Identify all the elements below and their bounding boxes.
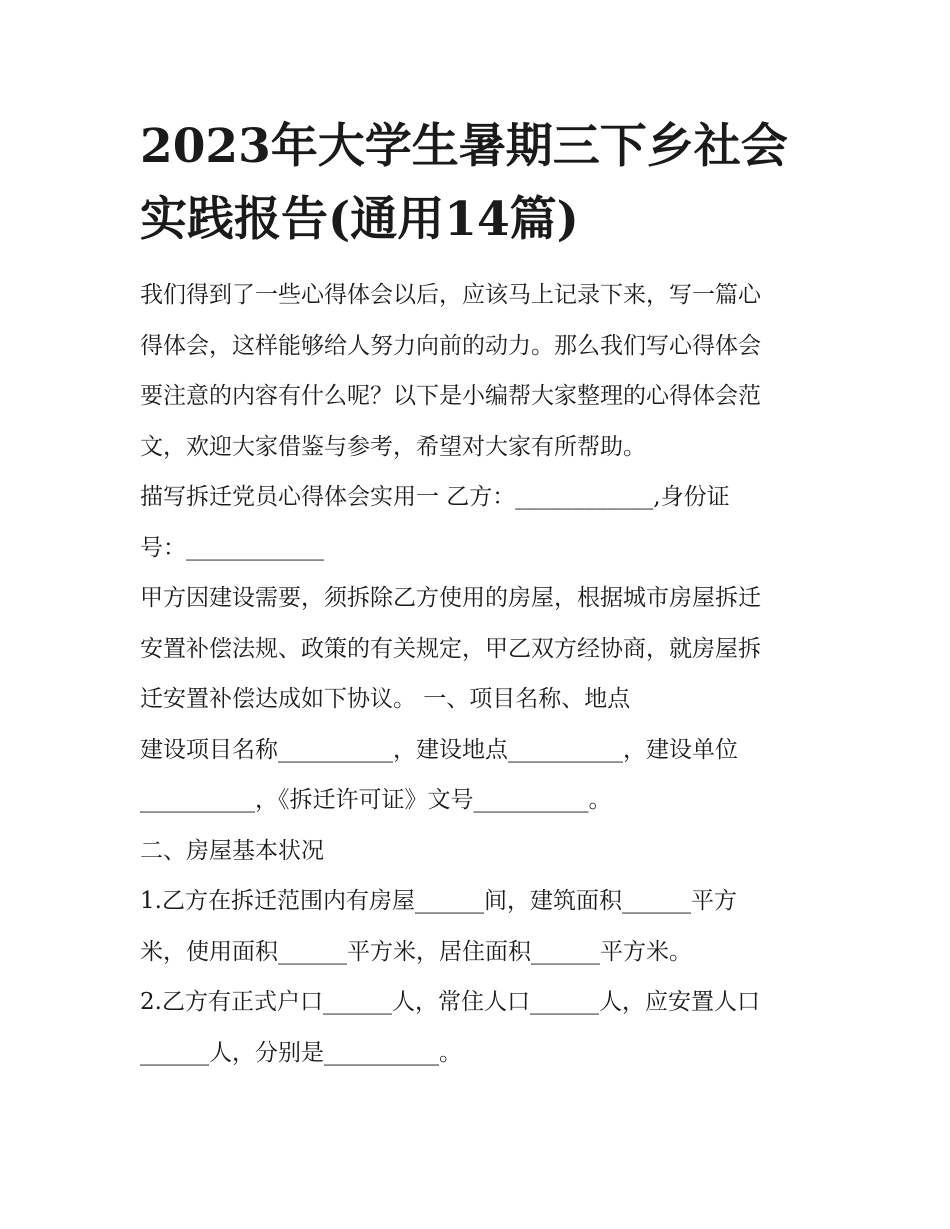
text-line: 得体会，这样能够给人努力向前的动力。那么我们写心得体会 bbox=[140, 332, 761, 359]
text-line: 描写拆迁党员心得体会实用一 乙方：____________,身份证 bbox=[140, 484, 730, 510]
agreement-paragraph bbox=[140, 573, 830, 725]
text-line: 安置补偿法规、政策的有关规定，甲乙双方经协商，就房屋拆 bbox=[140, 635, 761, 662]
title-line-1: 2023年大学生暑期三下乡社会 bbox=[140, 119, 788, 174]
text-line: ______人，分别是__________。 bbox=[140, 1039, 462, 1066]
text-line: 建设项目名称__________，建设地点__________，建设单位 bbox=[140, 736, 738, 763]
text-line: 2.乙方有正式户口______人，常住人口______人，应安置人口 bbox=[140, 989, 760, 1015]
text-line: 二、房屋基本状况 bbox=[140, 837, 324, 864]
household-paragraph bbox=[140, 977, 830, 1078]
party-b-paragraph bbox=[140, 472, 830, 573]
text-line: __________，《拆迁许可证》文号__________。 bbox=[140, 787, 612, 813]
section-heading-house-status bbox=[140, 826, 830, 877]
document-title bbox=[140, 110, 830, 256]
project-paragraph bbox=[140, 725, 830, 826]
text-line: 米，使用面积______平方米，居住面积______平方米。 bbox=[140, 938, 692, 965]
text-line: 号：____________ bbox=[140, 534, 324, 561]
text-line: 迁安置补偿达成如下协议。 一、项目名称、地点 bbox=[140, 686, 631, 712]
house-area-paragraph bbox=[140, 876, 830, 977]
intro-paragraph bbox=[140, 270, 830, 472]
title-line-2: 实践报告(通用14篇) bbox=[140, 192, 579, 247]
text-line: 文，欢迎大家借鉴与参考，希望对大家有所帮助。 bbox=[140, 433, 646, 460]
text-line: 我们得到了一些心得体会以后，应该马上记录下来，写一篇心 bbox=[140, 282, 761, 308]
text-line: 1.乙方在拆迁范围内有房屋______间，建筑面积______平方 bbox=[140, 888, 737, 914]
text-line: 要注意的内容有什么呢？以下是小编帮大家整理的心得体会范 bbox=[140, 383, 761, 409]
text-line: 甲方因建设需要，须拆除乙方使用的房屋，根据城市房屋拆迁 bbox=[140, 585, 761, 611]
document-page bbox=[140, 110, 830, 1078]
